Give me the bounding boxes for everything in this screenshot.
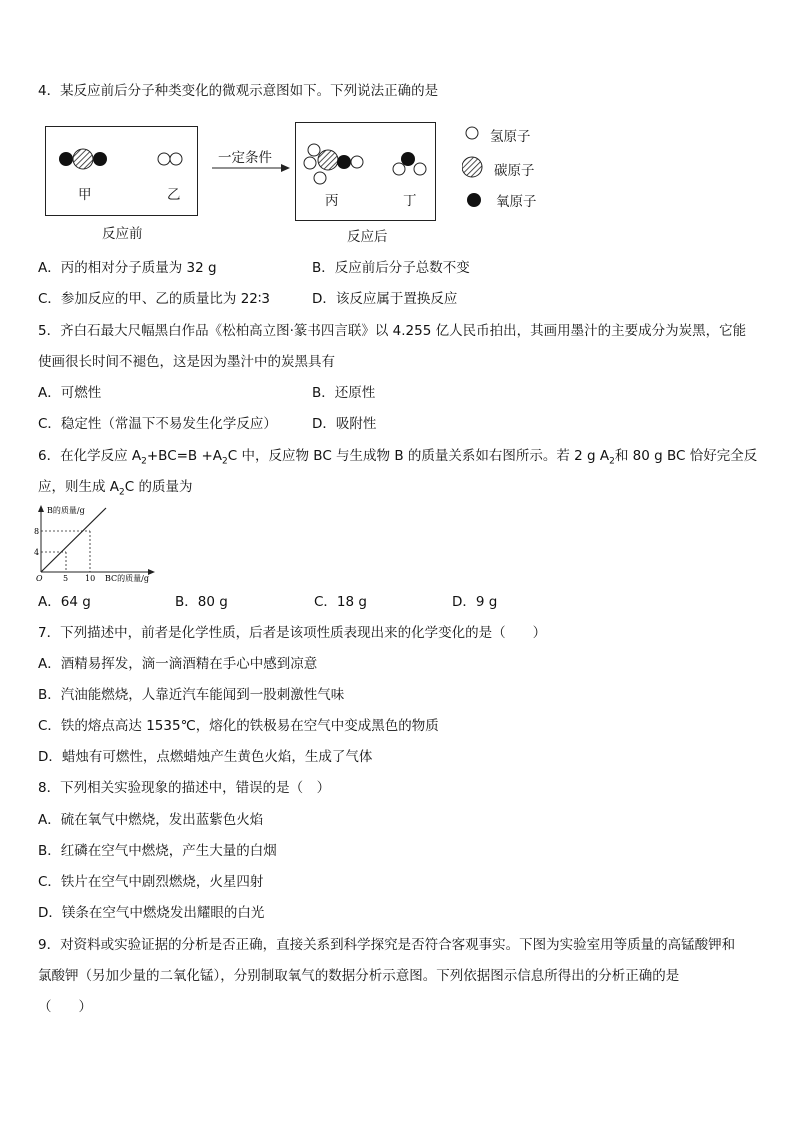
hydrogen-atom-icon xyxy=(304,157,316,169)
arrow-label: 一定条件 xyxy=(218,150,272,166)
carbon-atom-icon xyxy=(73,149,93,169)
q8-option-b: B．红磷在空气中燃烧，产生大量的白烟 xyxy=(38,843,277,859)
oxygen-atom-icon xyxy=(93,152,107,166)
q4-option-a: A．丙的相对分子质量为 32 g xyxy=(38,260,217,276)
q6-stem-line1: 6．在化学反应 $A_2+BC=B +A_2C$ 中，反应物 BC 与生成物 B 的质量关系如右图所示。若 2 g $A_2$和 80 g BC 恰好完全反 xyxy=(38,448,758,467)
q4-option-d: D．该反应属于置换反应 xyxy=(312,291,458,307)
q8-stem: 8．下列相关实验现象的描述中，错误的是（ ） xyxy=(38,780,331,796)
hydrogen-atom-icon xyxy=(308,144,320,156)
q5-option-a: A．可燃性 xyxy=(38,385,102,401)
q9-stem-line3: （ ） xyxy=(38,999,92,1015)
q5-option-b: B．还原性 xyxy=(312,385,376,401)
q6-option-d: D．9 g xyxy=(452,594,498,610)
hydrogen-atom-icon xyxy=(351,156,363,168)
before-reaction-box xyxy=(45,126,198,216)
q8-option-a: A．硫在氧气中燃烧，发出蓝紫色火焰 xyxy=(38,812,264,828)
chart-ylabel: B的质量/g xyxy=(47,506,85,515)
legend-hydrogen: 氢原子 xyxy=(490,129,531,145)
caption-after: 反应后 xyxy=(347,229,388,245)
q9-stem-line2: 氯酸钾（另加少量的二氧化锰），分别制取氧气的数据分析示意图。下列依据图示信息所得出的分析正确的是 xyxy=(38,968,680,984)
legend-oxygen: 氧原子 xyxy=(496,194,537,210)
hydrogen-atom-icon xyxy=(414,163,426,175)
y-axis-arrow-icon xyxy=(38,505,44,512)
legend-carbon: 碳原子 xyxy=(494,163,535,179)
q5-stem-line2: 使画很长时间不褪色，这是因为墨汁中的炭黑具有 xyxy=(38,354,335,370)
chart-ytick-4: 4 xyxy=(34,548,40,557)
chart-ytick-8: 8 xyxy=(34,527,40,536)
label-bing: 丙 xyxy=(325,193,339,209)
label-yi: 乙 xyxy=(167,187,181,203)
label-ding: 丁 xyxy=(403,193,417,209)
q5-option-c: C．稳定性（常温下不易发生化学反应） xyxy=(38,416,277,432)
q6-option-a: A．64 g xyxy=(38,594,91,610)
chart-xtick-10: 10 xyxy=(85,574,96,583)
hydrogen-atom-icon xyxy=(170,153,182,165)
oxygen-atom-icon xyxy=(59,152,73,166)
carbon-atom-icon xyxy=(462,157,482,177)
hydrogen-atom-icon xyxy=(393,163,405,175)
caption-before: 反应前 xyxy=(102,226,143,242)
q7-stem: 7．下列描述中，前者是化学性质，后者是该项性质表现出来的化学变化的是（ ） xyxy=(38,625,547,641)
q5-stem-line1: 5．齐白石最大尺幅黑白作品《松柏高立图·篆书四言联》以 4.255 亿人民币拍出，其画用墨汁的主要成分为炭黑，它能 xyxy=(38,323,747,339)
hydrogen-atom-icon xyxy=(158,153,170,165)
q6-option-c: C．18 g xyxy=(314,594,367,610)
chart-xtick-5: 5 xyxy=(63,574,69,583)
chart-xlabel: BC的质量/g xyxy=(105,574,149,583)
legend-icons xyxy=(462,123,486,213)
q9-stem-line1: 9．对资料或实验证据的分析是否正确，直接关系到科学探究是否符合客观事实。下图为实验室用等质量的高锰酸钾和 xyxy=(38,937,736,953)
hydrogen-atom-icon xyxy=(314,172,326,184)
oxygen-atom-icon xyxy=(337,155,351,169)
after-reaction-box xyxy=(295,122,436,221)
q7-option-b: B．汽油能燃烧，人靠近汽车能闻到一股刺激性气味 xyxy=(38,687,345,703)
q7-option-a: A．酒精易挥发，滴一滴酒精在手心中感到凉意 xyxy=(38,656,318,672)
q6-mass-chart xyxy=(34,500,166,586)
q4-option-c: C．参加反应的甲、乙的质量比为 22∶3 xyxy=(38,291,270,307)
q5-option-d: D．吸附性 xyxy=(312,416,377,432)
q8-option-c: C．铁片在空气中剧烈燃烧，火星四射 xyxy=(38,874,264,890)
q6-stem-line2: 应，则生成 $A_2C$ 的质量为 xyxy=(38,479,193,498)
q7-option-d: D．蜡烛有可燃性，点燃蜡烛产生黄色火焰，生成了气体 xyxy=(38,749,373,765)
q7-option-c: C．铁的熔点高达 1535℃，熔化的铁极易在空气中变成黑色的物质 xyxy=(38,718,439,734)
q4-option-b: B．反应前后分子总数不变 xyxy=(312,260,470,276)
reaction-arrow-icon xyxy=(210,162,292,174)
chart-origin: O xyxy=(36,574,43,583)
q8-option-d: D．镁条在空气中燃烧发出耀眼的白光 xyxy=(38,905,265,921)
oxygen-atom-icon xyxy=(401,152,415,166)
carbon-atom-icon xyxy=(318,150,338,170)
label-jia: 甲 xyxy=(78,187,92,203)
mass-line xyxy=(41,508,106,572)
hydrogen-atom-icon xyxy=(466,127,478,139)
q6-option-b: B．80 g xyxy=(175,594,228,610)
q4-stem: 4．某反应前后分子种类变化的微观示意图如下。下列说法正确的是 xyxy=(38,83,439,99)
oxygen-atom-icon xyxy=(467,193,481,207)
x-axis-arrow-icon xyxy=(148,569,155,575)
